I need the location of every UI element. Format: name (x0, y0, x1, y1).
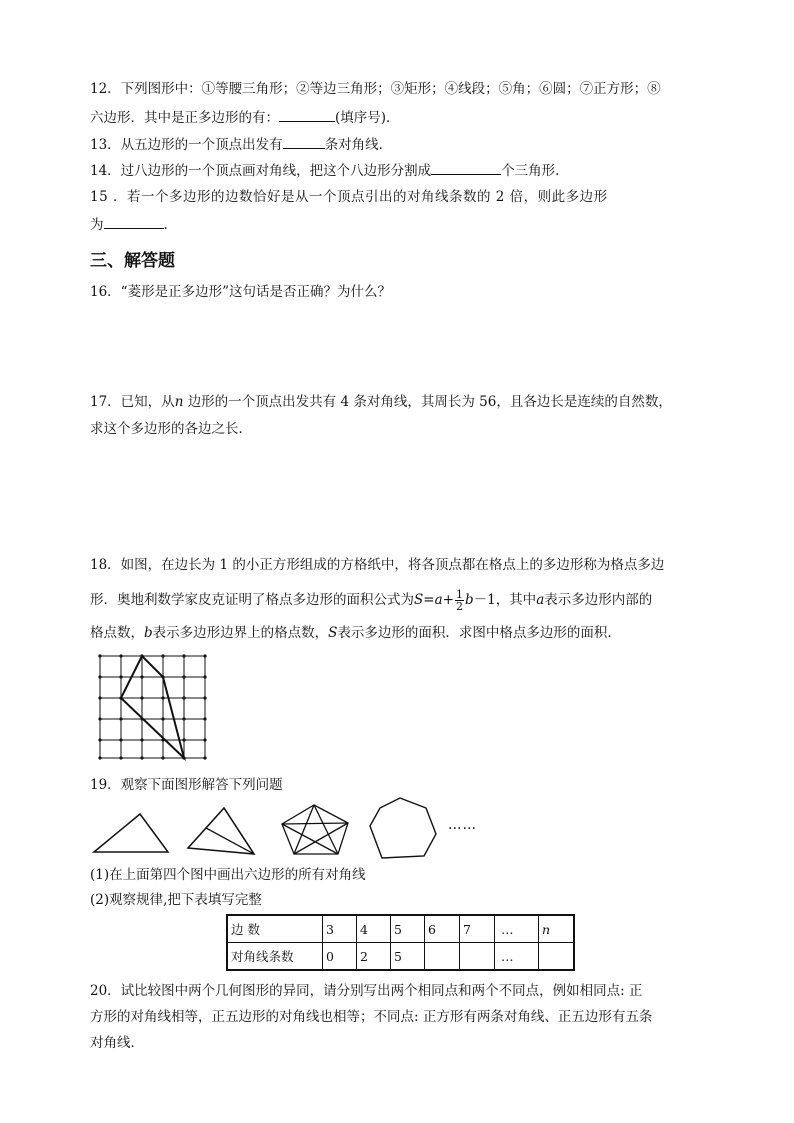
q18-line3 (90, 624, 621, 642)
table-cell: 6 (425, 915, 460, 943)
q14-text: 14．过八边形的一个顶点画对角线，把这个八边形分割成 (90, 163, 432, 179)
q18-line1: 18．如图，在边长为 1 的小正方形组成的方格纸中，将各顶点都在格点上的多边形称为格点多边 (90, 557, 665, 573)
q15-line1: 15 ．若一个多边形的边数恰好是从一个顶点引出的对角线条数的 2 倍，则此多边形 (90, 189, 608, 205)
grid-points (98, 654, 206, 759)
table-cell: 0 (323, 943, 357, 971)
table-cell: 4 (357, 915, 391, 943)
table-row (227, 915, 574, 943)
table-cell: … (495, 943, 539, 971)
formula-a: a (434, 592, 443, 608)
var-b: b (144, 625, 153, 641)
figures-ellipsis: …… (448, 817, 477, 833)
q13-text-end: 条对角线． (324, 137, 393, 153)
answer-blank[interactable] (431, 161, 501, 175)
q19-part2: (2)观察规律,把下表填写完整 (90, 892, 262, 908)
table-cell: 3 (323, 915, 357, 943)
lattice-polygon (121, 656, 184, 758)
table-cell: n (539, 915, 575, 943)
q20-line1: 20．试比较图中两个几何图形的异同，请分别写出两个相同点和两个不同点，例如相同点: 正 (90, 983, 643, 999)
var-S: S (328, 625, 338, 641)
q13 (90, 135, 392, 154)
q14 (90, 161, 559, 180)
diagonal-table (226, 914, 575, 971)
q18-text-2: ，其中 (495, 592, 537, 608)
grid-lines (100, 656, 205, 758)
q20-line3: 对角线． (90, 1035, 144, 1051)
q18-text-3: 表示多边形内部的 (544, 592, 653, 608)
q12-text: 六边形．其中是正多边形的有： (90, 110, 279, 126)
table-cell: 对角线条数 (227, 943, 323, 971)
pentagon-figure (278, 802, 354, 858)
q20-line2: 方形的对角线相等，正五边形的对角线也相等；不同点: 正方形有两条对角线、正五边形有五条 (90, 1009, 653, 1025)
answer-blank[interactable] (279, 108, 335, 122)
q15-text-end: . (163, 217, 168, 233)
fraction-denominator: 2 (455, 600, 463, 613)
formula-fraction (455, 589, 464, 612)
q18-text: 形．奥地利数学家皮克证明了格点多边形的面积公式为 (90, 592, 414, 608)
q12-line1: 12．下列图形中：①等腰三角形；②等边三角形；③矩形；④线段；⑤角；⑥圆；⑦正方形；⑧ (90, 81, 661, 97)
q12-line2 (90, 108, 400, 127)
table-answer-cell[interactable] (460, 943, 495, 971)
formula-b: b (464, 592, 474, 608)
formula-S: S (414, 592, 424, 608)
var-n: n (174, 394, 184, 410)
hexagon-figure[interactable] (366, 794, 442, 862)
table-cell: 5 (391, 943, 425, 971)
q19-part1: (1)在上面第四个图中画出六边形的所有对角线 (90, 867, 366, 883)
q18-text-5: 表示多边形边界上的格点数， (152, 625, 329, 641)
table-cell: 边 数 (227, 915, 323, 943)
formula-eq: = (423, 592, 435, 608)
q17-line2: 求这个多边形的各边之长． (90, 421, 252, 437)
table-answer-cell[interactable] (425, 943, 460, 971)
table-cell: … (495, 915, 539, 943)
fraction-numerator: 1 (455, 588, 463, 601)
q17-text: 17．已知，从 (90, 394, 175, 410)
answer-blank[interactable] (283, 135, 325, 149)
answer-blank[interactable] (104, 215, 164, 229)
q17-text-cont: 边形的一个顶点出发共有 4 条对角线，其周长为 56，且各边长是连续的自然数， (187, 394, 672, 410)
table-cell: 7 (460, 915, 495, 943)
q18-text-6: 表示多边形的面积．求图中格点多边形的面积． (337, 625, 621, 641)
table-answer-cell[interactable] (539, 943, 575, 971)
table-cell: 2 (357, 943, 391, 971)
table-cell: 5 (391, 915, 425, 943)
q12-text-end: (填序号)． (335, 110, 400, 126)
formula-rest: －1 (473, 592, 496, 608)
quadrilateral-figure (186, 804, 262, 858)
q18-text-4: 格点数， (90, 625, 144, 641)
q16: 16．“菱形是正多边形”这句话是否正确？为什么？ (90, 284, 391, 300)
q15-line2 (90, 215, 168, 234)
q13-text: 13．从五边形的一个顶点出发有 (90, 137, 283, 153)
q17-line1 (90, 393, 672, 411)
q19-title: 19．观察下面图形解答下列问题 (90, 777, 283, 793)
triangle-figure (92, 810, 172, 856)
var-a: a (536, 592, 545, 608)
section-heading: 三、解答题 (90, 251, 175, 271)
formula-plus: + (442, 592, 454, 608)
q14-text-end: 个三角形. (501, 163, 560, 179)
q15-text: 为 (90, 217, 104, 233)
table-row (227, 943, 574, 971)
q18-line2 (90, 588, 652, 612)
lattice-figure (96, 652, 210, 762)
